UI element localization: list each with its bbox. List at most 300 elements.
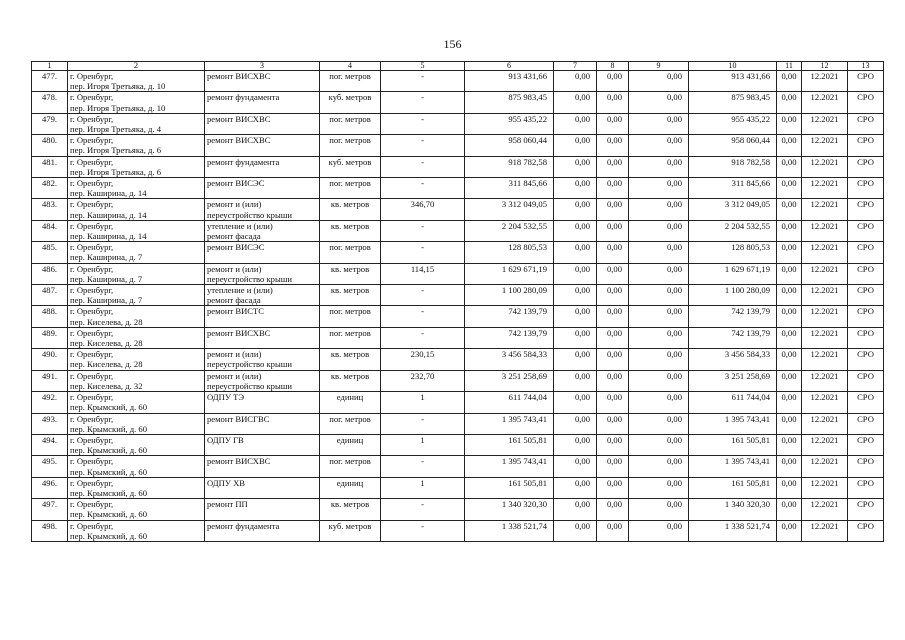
date-cell-text: 12.2021 [810, 156, 839, 167]
value-cell-7 [554, 327, 597, 348]
work-type-cell [205, 285, 320, 306]
address-cell [68, 349, 205, 370]
date-cell-text: 12.2021 [810, 499, 839, 510]
value-cell-9-text: 0,00 [666, 327, 682, 338]
value-cell-8 [597, 220, 629, 241]
value-cell-8-text: 0,00 [606, 220, 622, 231]
value-cell-8-text: 0,00 [606, 477, 622, 488]
unit-cell-text: пог. метров [329, 242, 371, 253]
unit-cell [320, 349, 381, 370]
row-number-cell-text: 496. [41, 477, 58, 488]
total-cell-text: 3 251 258,69 [724, 370, 770, 381]
address-cell-line-1: г. Оренбург, [70, 285, 114, 296]
unit-cell-text: пог. метров [329, 413, 371, 424]
organization-cell [848, 220, 884, 241]
date-cell [802, 434, 848, 455]
value-cell-9-text: 0,00 [666, 392, 682, 403]
row-number-cell [32, 306, 68, 327]
total-cell-text: 1 338 521,74 [724, 520, 770, 531]
value-cell-8 [597, 263, 629, 284]
value-cell-9-text: 0,00 [666, 306, 682, 317]
work-type-cell-line-1: ОДПУ ТЭ [207, 392, 245, 403]
total-cell-text: 742 139,79 [731, 327, 770, 338]
address-cell [68, 178, 205, 199]
date-cell-text: 12.2021 [810, 263, 839, 274]
value-cell-8-text: 0,00 [606, 199, 622, 210]
address-cell-line-1: г. Оренбург, [70, 178, 114, 189]
total-cell [689, 413, 777, 434]
unit-cell-text: пог. метров [329, 113, 371, 124]
value-cell-8 [597, 92, 629, 113]
value-cell-9 [629, 306, 689, 327]
value-cell-11-text: 0,00 [781, 263, 797, 274]
organization-cell [848, 113, 884, 134]
value-cell-8-text: 0,00 [606, 434, 622, 445]
value-cell-7-text: 0,00 [574, 263, 590, 274]
cost-cell [465, 434, 554, 455]
value-cell-9-text: 0,00 [666, 220, 682, 231]
value-cell-9 [629, 199, 689, 220]
value-cell-7-text: 0,00 [574, 220, 590, 231]
value-cell-11 [777, 306, 802, 327]
unit-cell-text: кв. метров [330, 370, 370, 381]
work-type-cell-line-2: переустройство крыши [207, 273, 292, 284]
total-cell [689, 263, 777, 284]
unit-cell [320, 327, 381, 348]
work-type-cell-line-1: ремонт ВИСГВС [207, 413, 270, 424]
quantity-cell-text: - [421, 327, 424, 338]
cost-cell [465, 456, 554, 477]
cost-cell-text: 1 395 743,41 [501, 413, 547, 424]
value-cell-11-text: 0,00 [781, 477, 797, 488]
column-number: 12 [802, 62, 848, 71]
address-cell-line-1: г. Оренбург, [70, 477, 114, 488]
row-number-cell [32, 156, 68, 177]
quantity-cell [381, 477, 465, 498]
date-cell [802, 285, 848, 306]
organization-cell [848, 92, 884, 113]
date-cell [802, 456, 848, 477]
cost-cell-text: 1 338 521,74 [501, 520, 547, 531]
organization-cell-text: СРО [857, 434, 874, 445]
value-cell-9 [629, 242, 689, 263]
row-number-cell-text: 494. [41, 434, 58, 445]
value-cell-11 [777, 242, 802, 263]
value-cell-11 [777, 349, 802, 370]
unit-cell [320, 477, 381, 498]
unit-cell [320, 285, 381, 306]
total-cell-text: 128 805,53 [731, 242, 770, 253]
date-cell-text: 12.2021 [810, 349, 839, 360]
value-cell-11-text: 0,00 [781, 392, 797, 403]
organization-cell [848, 434, 884, 455]
total-cell-text: 742 139,79 [731, 306, 770, 317]
organization-cell-text: СРО [857, 113, 874, 124]
value-cell-9-text: 0,00 [666, 285, 682, 296]
organization-cell-text: СРО [857, 92, 874, 103]
quantity-cell [381, 434, 465, 455]
table-row [32, 456, 884, 477]
quantity-cell [381, 413, 465, 434]
quantity-cell [381, 199, 465, 220]
date-cell-text: 12.2021 [810, 92, 839, 103]
value-cell-8-text: 0,00 [606, 242, 622, 253]
unit-cell-text: куб. метров [328, 92, 372, 103]
address-cell [68, 156, 205, 177]
row-number-cell-text: 487. [41, 285, 58, 296]
value-cell-7-text: 0,00 [574, 242, 590, 253]
value-cell-7-text: 0,00 [574, 434, 590, 445]
value-cell-8-text: 0,00 [606, 135, 622, 146]
unit-cell-text: кв. метров [330, 263, 370, 274]
row-number-cell [32, 327, 68, 348]
value-cell-9 [629, 92, 689, 113]
work-type-cell-line-2: ремонт фасада [207, 295, 261, 306]
unit-cell [320, 199, 381, 220]
organization-cell [848, 520, 884, 541]
value-cell-7-text: 0,00 [574, 327, 590, 338]
address-cell [68, 263, 205, 284]
work-type-cell [205, 434, 320, 455]
cost-cell [465, 477, 554, 498]
value-cell-9 [629, 477, 689, 498]
cost-cell-text: 913 431,66 [508, 71, 547, 81]
value-cell-8-text: 0,00 [606, 370, 622, 381]
table-row [32, 242, 884, 263]
column-number: 8 [597, 62, 629, 71]
quantity-cell [381, 242, 465, 263]
cost-cell-text: 918 782,58 [508, 156, 547, 167]
date-cell [802, 242, 848, 263]
address-cell-line-2: пер. Киселева, д. 32 [70, 380, 143, 391]
address-cell-line-1: г. Оренбург, [70, 242, 114, 253]
value-cell-8 [597, 199, 629, 220]
cost-cell-text: 2 204 532,55 [501, 220, 547, 231]
table-row [32, 156, 884, 177]
work-type-cell [205, 263, 320, 284]
date-cell-text: 12.2021 [810, 306, 839, 317]
unit-cell [320, 456, 381, 477]
value-cell-8 [597, 71, 629, 92]
total-cell-text: 1 100 280,09 [724, 285, 770, 296]
total-cell-text: 918 782,58 [731, 156, 770, 167]
value-cell-9-text: 0,00 [666, 520, 682, 531]
date-cell-text: 12.2021 [810, 434, 839, 445]
work-type-cell [205, 199, 320, 220]
quantity-cell-text: - [421, 156, 424, 167]
value-cell-8 [597, 456, 629, 477]
total-cell [689, 92, 777, 113]
value-cell-7 [554, 520, 597, 541]
address-cell-line-2: пер. Игоря Третьяка, д. 10 [70, 102, 166, 113]
cost-cell [465, 392, 554, 413]
date-cell-text: 12.2021 [810, 113, 839, 124]
cost-cell-text: 958 060,44 [508, 135, 547, 146]
address-cell-line-2: пер. Каширина, д. 7 [70, 295, 143, 306]
cost-cell-text: 128 805,53 [508, 242, 547, 253]
quantity-cell-text: - [421, 306, 424, 317]
unit-cell-text: пог. метров [329, 306, 371, 317]
row-number-cell-text: 479. [41, 113, 58, 124]
organization-cell [848, 242, 884, 263]
total-cell [689, 520, 777, 541]
value-cell-8 [597, 242, 629, 263]
cost-cell [465, 178, 554, 199]
value-cell-9-text: 0,00 [666, 113, 682, 124]
unit-cell-text: куб. метров [328, 520, 372, 531]
date-cell-text: 12.2021 [810, 71, 839, 81]
quantity-cell-text: 1 [420, 434, 425, 445]
value-cell-8-text: 0,00 [606, 499, 622, 510]
total-cell-text: 1 340 320,30 [724, 499, 770, 510]
value-cell-11-text: 0,00 [781, 520, 797, 531]
date-cell [802, 370, 848, 391]
address-cell-line-1: г. Оренбург, [70, 499, 114, 510]
address-cell [68, 71, 205, 92]
row-number-cell-text: 478. [41, 92, 58, 103]
work-type-cell [205, 349, 320, 370]
total-cell-text: 3 312 049,05 [724, 199, 770, 210]
cost-cell-text: 3 456 584,33 [501, 349, 547, 360]
row-number-cell-text: 483. [41, 199, 58, 210]
work-type-cell-line-2: ремонт фасада [207, 231, 261, 242]
address-cell [68, 199, 205, 220]
value-cell-9-text: 0,00 [666, 92, 682, 103]
value-cell-11-text: 0,00 [781, 113, 797, 124]
unit-cell [320, 156, 381, 177]
address-cell-line-2: пер. Каширина, д. 14 [70, 231, 147, 242]
work-type-cell [205, 499, 320, 520]
cost-cell-text: 742 139,79 [508, 306, 547, 317]
total-cell [689, 220, 777, 241]
date-cell-text: 12.2021 [810, 285, 839, 296]
quantity-cell [381, 113, 465, 134]
address-cell-line-2: пер. Игоря Третьяка, д. 6 [70, 145, 162, 156]
value-cell-11 [777, 113, 802, 134]
cost-cell-text: 875 983,45 [508, 92, 547, 103]
row-number-cell [32, 135, 68, 156]
date-cell [802, 327, 848, 348]
organization-cell [848, 263, 884, 284]
total-cell [689, 349, 777, 370]
value-cell-7-text: 0,00 [574, 349, 590, 360]
organization-cell [848, 413, 884, 434]
quantity-cell-text: 1 [420, 392, 425, 403]
cost-cell-text: 742 139,79 [508, 327, 547, 338]
work-type-cell [205, 220, 320, 241]
row-number-cell-text: 490. [41, 349, 58, 360]
unit-cell [320, 135, 381, 156]
date-cell [802, 220, 848, 241]
column-number: 1 [32, 62, 68, 71]
work-type-cell-line-1: ремонт фундамента [207, 156, 280, 167]
value-cell-11 [777, 92, 802, 113]
unit-cell [320, 520, 381, 541]
address-cell-line-1: г. Оренбург, [70, 413, 114, 424]
organization-cell [848, 199, 884, 220]
unit-cell-text: пог. метров [329, 71, 371, 81]
value-cell-7-text: 0,00 [574, 392, 590, 403]
row-number-cell [32, 113, 68, 134]
address-cell-line-2: пер. Каширина, д. 14 [70, 209, 147, 220]
value-cell-8-text: 0,00 [606, 263, 622, 274]
cost-cell [465, 220, 554, 241]
value-cell-11 [777, 220, 802, 241]
cost-cell [465, 113, 554, 134]
organization-cell [848, 327, 884, 348]
total-cell [689, 327, 777, 348]
value-cell-7 [554, 242, 597, 263]
work-type-cell [205, 113, 320, 134]
address-cell [68, 327, 205, 348]
cost-cell-text: 311 845,66 [508, 178, 547, 189]
organization-cell-text: СРО [857, 392, 874, 403]
address-cell-line-2: пер. Каширина, д. 7 [70, 273, 143, 284]
table-row [32, 499, 884, 520]
value-cell-8 [597, 306, 629, 327]
total-cell [689, 242, 777, 263]
organization-cell [848, 306, 884, 327]
row-number-cell [32, 199, 68, 220]
quantity-cell [381, 499, 465, 520]
row-number-cell-text: 488. [41, 306, 58, 317]
value-cell-9 [629, 178, 689, 199]
date-cell-text: 12.2021 [810, 220, 839, 231]
address-cell-line-1: г. Оренбург, [70, 327, 114, 338]
unit-cell [320, 434, 381, 455]
table-row [32, 392, 884, 413]
work-type-cell-line-1: ОДПУ ХВ [207, 477, 246, 488]
address-cell-line-2: пер. Крымский, д. 60 [70, 487, 147, 498]
address-cell [68, 285, 205, 306]
total-cell-text: 3 456 584,33 [724, 349, 770, 360]
value-cell-7 [554, 392, 597, 413]
value-cell-9-text: 0,00 [666, 456, 682, 467]
organization-cell [848, 178, 884, 199]
unit-cell [320, 370, 381, 391]
address-cell-line-2: пер. Игоря Третьяка, д. 4 [70, 124, 162, 135]
work-type-cell [205, 520, 320, 541]
work-type-cell-line-1: ремонт ВИСХВС [207, 71, 271, 81]
work-type-cell [205, 327, 320, 348]
total-cell-text: 1 395 743,41 [724, 413, 770, 424]
value-cell-7 [554, 306, 597, 327]
work-type-cell [205, 413, 320, 434]
address-cell-line-2: пер. Киселева, д. 28 [70, 359, 143, 370]
table-row [32, 71, 884, 92]
organization-cell [848, 71, 884, 92]
work-type-cell [205, 242, 320, 263]
page-number: 156 [443, 37, 462, 51]
value-cell-8-text: 0,00 [606, 113, 622, 124]
value-cell-11-text: 0,00 [781, 178, 797, 189]
total-cell [689, 199, 777, 220]
value-cell-7-text: 0,00 [574, 178, 590, 189]
row-number-cell [32, 477, 68, 498]
value-cell-11-text: 0,00 [781, 327, 797, 338]
address-cell [68, 242, 205, 263]
row-number-cell-text: 495. [41, 456, 58, 467]
table-row [32, 434, 884, 455]
organization-cell-text: СРО [857, 242, 874, 253]
cost-cell [465, 349, 554, 370]
value-cell-9-text: 0,00 [666, 242, 682, 253]
value-cell-7 [554, 220, 597, 241]
work-type-cell [205, 71, 320, 92]
cost-cell [465, 92, 554, 113]
value-cell-9 [629, 456, 689, 477]
address-cell [68, 392, 205, 413]
total-cell [689, 392, 777, 413]
work-type-cell-line-1: ремонт и (или) [207, 199, 262, 210]
organization-cell [848, 285, 884, 306]
total-cell [689, 135, 777, 156]
address-cell [68, 306, 205, 327]
work-type-cell-line-1: ремонт ВИСТС [207, 306, 265, 317]
quantity-cell [381, 285, 465, 306]
date-cell [802, 156, 848, 177]
cost-cell [465, 156, 554, 177]
table-row [32, 413, 884, 434]
column-number-row [32, 62, 884, 71]
row-number-cell-text: 491. [41, 370, 58, 381]
date-cell [802, 349, 848, 370]
address-cell-line-1: г. Оренбург, [70, 92, 114, 103]
cost-cell [465, 135, 554, 156]
column-number: 9 [629, 62, 689, 71]
value-cell-7 [554, 92, 597, 113]
value-cell-8-text: 0,00 [606, 456, 622, 467]
date-cell [802, 135, 848, 156]
total-cell [689, 477, 777, 498]
date-cell [802, 113, 848, 134]
quantity-cell-text: - [421, 178, 424, 189]
quantity-cell [381, 392, 465, 413]
quantity-cell [381, 71, 465, 92]
work-type-cell-line-1: ремонт и (или) [207, 370, 262, 381]
value-cell-11 [777, 434, 802, 455]
cost-cell [465, 413, 554, 434]
value-cell-7-text: 0,00 [574, 370, 590, 381]
date-cell [802, 92, 848, 113]
quantity-cell-text: - [421, 113, 424, 124]
address-cell-line-2: пер. Крымский, д. 60 [70, 423, 147, 434]
unit-cell-text: кв. метров [330, 349, 370, 360]
cost-cell-text: 1 395 743,41 [501, 456, 547, 467]
row-number-cell-text: 484. [41, 220, 58, 231]
cost-cell-text: 1 100 280,09 [501, 285, 547, 296]
value-cell-8 [597, 434, 629, 455]
quantity-cell-text: - [421, 456, 424, 467]
date-cell-text: 12.2021 [810, 520, 839, 531]
address-cell-line-1: г. Оренбург, [70, 306, 114, 317]
date-cell [802, 263, 848, 284]
row-number-cell-text: 485. [41, 242, 58, 253]
work-type-cell [205, 477, 320, 498]
table-row [32, 113, 884, 134]
value-cell-8 [597, 135, 629, 156]
organization-cell [848, 477, 884, 498]
total-cell [689, 113, 777, 134]
work-type-cell [205, 392, 320, 413]
quantity-cell [381, 156, 465, 177]
address-cell [68, 520, 205, 541]
total-cell-text: 958 060,44 [731, 135, 770, 146]
organization-cell [848, 392, 884, 413]
value-cell-8 [597, 178, 629, 199]
value-cell-8-text: 0,00 [606, 156, 622, 167]
date-cell-text: 12.2021 [810, 370, 839, 381]
